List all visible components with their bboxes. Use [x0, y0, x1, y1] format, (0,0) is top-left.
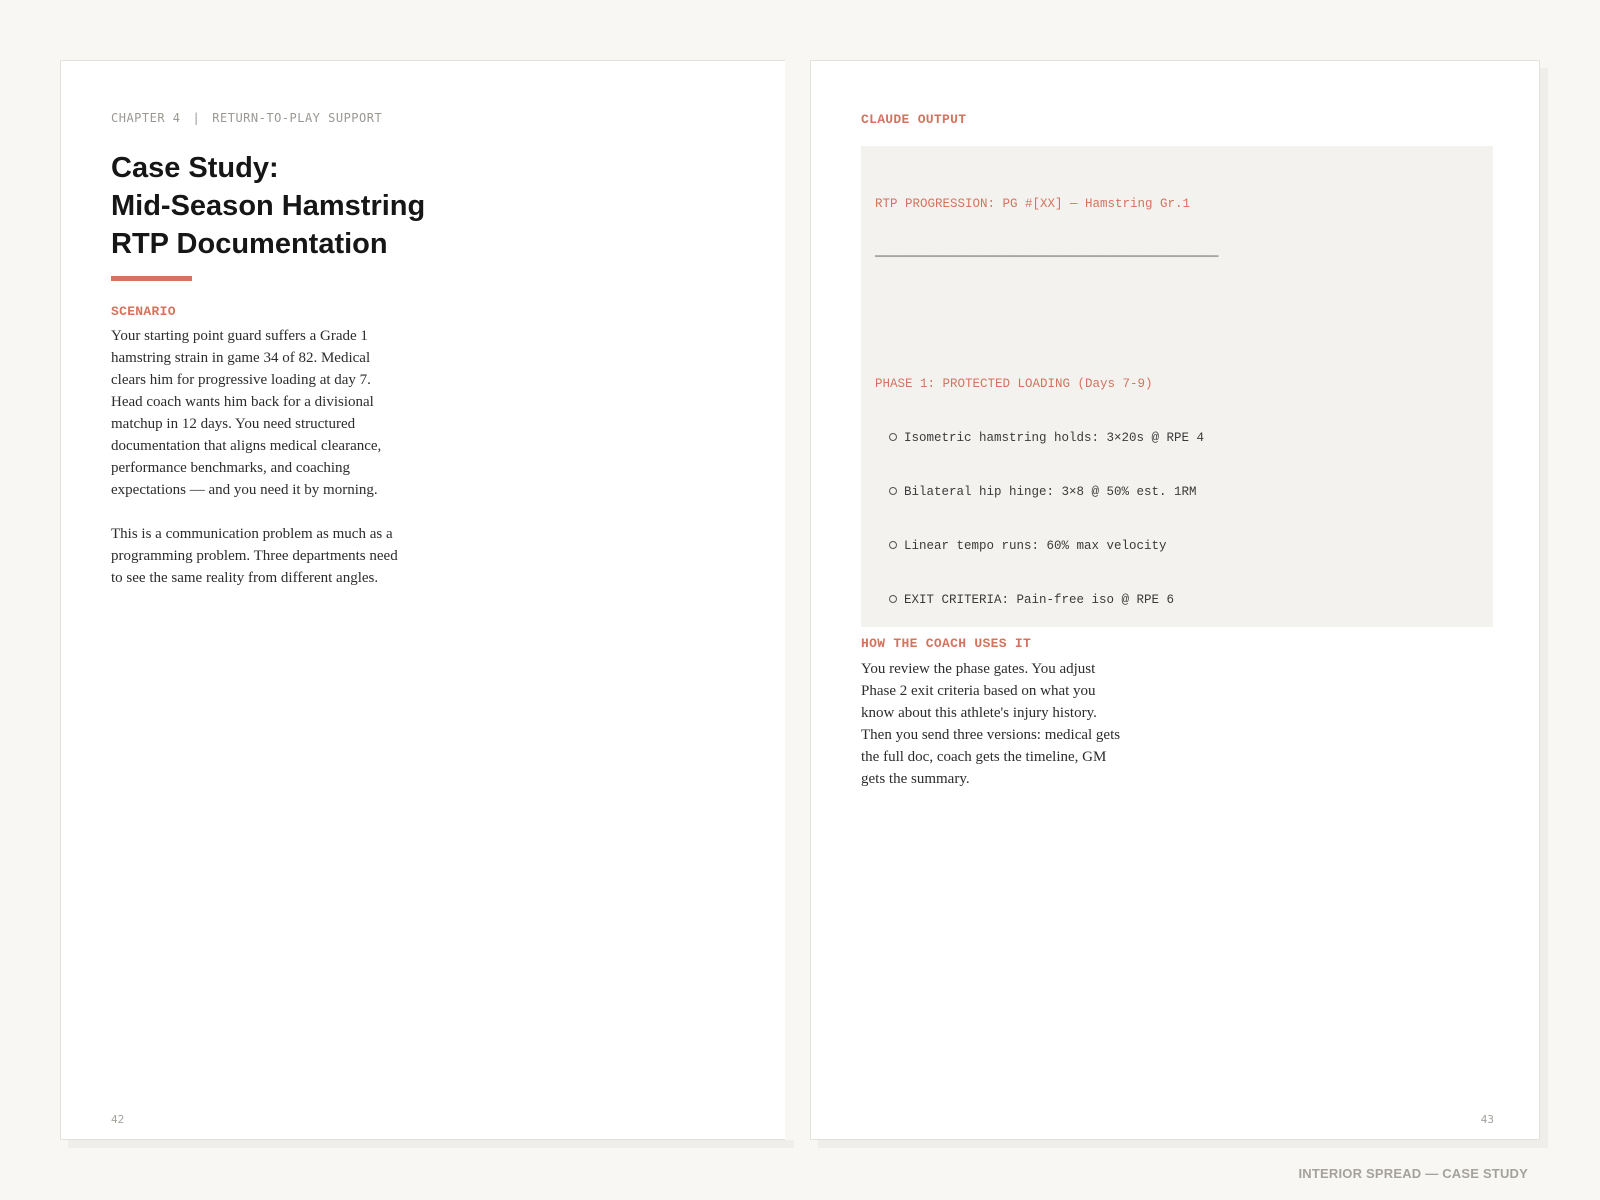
coach-usage-paragraph: You review the phase gates. You adjust Phase 2 exit criteria based on what you know about this athlete's injury history. Then you send three versions: medical gets the full doc, coach gets the timeline, GM gets the summary. [861, 661, 1121, 787]
chapter-section: RETURN-TO-PLAY SUPPORT [212, 111, 383, 125]
chapter-kicker [111, 111, 382, 125]
list-item: Linear tempo runs: 60% max velocity [875, 537, 1479, 555]
code-header: RTP PROGRESSION: PG #[XX] — Hamstring Gr.1 [875, 197, 1191, 211]
scenario-paragraph-1: Your starting point guard suffers a Grade 1 hamstring strain in game 34 of 82. Medical clears him for progressive loading at day 7. Head coach wants him back for a divisional matchup in 12 days. You need structured documentation that aligns medical clearance, performance benchmarks, and coaching expectations — and you need it by morning. [111, 328, 382, 498]
right-page [810, 60, 1540, 1140]
list-item: EXIT CRITERIA: Pain-free iso @ RPE 6 [875, 591, 1479, 609]
page-number-left: 42 [111, 1113, 125, 1126]
spread-footer-caption: INTERIOR SPREAD — CASE STUDY [1298, 1166, 1528, 1181]
scenario-label: SCENARIO [111, 304, 176, 319]
left-page [60, 60, 786, 1140]
list-item: Bilateral hip hinge: 3×8 @ 50% est. 1RM [875, 483, 1479, 501]
phase-1-title: PHASE 1: PROTECTED LOADING (Days 7-9) [875, 377, 1153, 391]
spread-gutter [785, 60, 811, 1140]
circle-bullet-icon [889, 487, 897, 495]
page-title [111, 149, 425, 263]
title-line-3: RTP Documentation [111, 228, 388, 260]
claude-output-label: CLAUDE OUTPUT [861, 112, 967, 127]
title-accent-rule [111, 276, 192, 281]
code-divider: ━━━━━━━━━━━━━━━━━━━━━━━━━━━━━━━━━━━━━━━━━━━━━━━━━━━━━━━━ [875, 252, 1218, 264]
circle-bullet-icon [889, 433, 897, 441]
title-line-2: Mid-Season Hamstring [111, 190, 426, 222]
kicker-separator: | [192, 111, 201, 125]
circle-bullet-icon [889, 595, 897, 603]
coach-usage-label: HOW THE COACH USES IT [861, 636, 1032, 651]
list-item: Isometric hamstring holds: 3×20s @ RPE 4 [875, 429, 1479, 447]
chapter-number: CHAPTER 4 [111, 111, 181, 125]
claude-output-block [861, 146, 1493, 627]
circle-bullet-icon [889, 541, 897, 549]
page-number-right: 43 [1480, 1113, 1494, 1126]
title-line-1: Case Study: [111, 152, 279, 184]
scenario-paragraph-2: This is a communication problem as much as a programming problem. Three departments need to see the same reality from different angles. [111, 526, 398, 586]
